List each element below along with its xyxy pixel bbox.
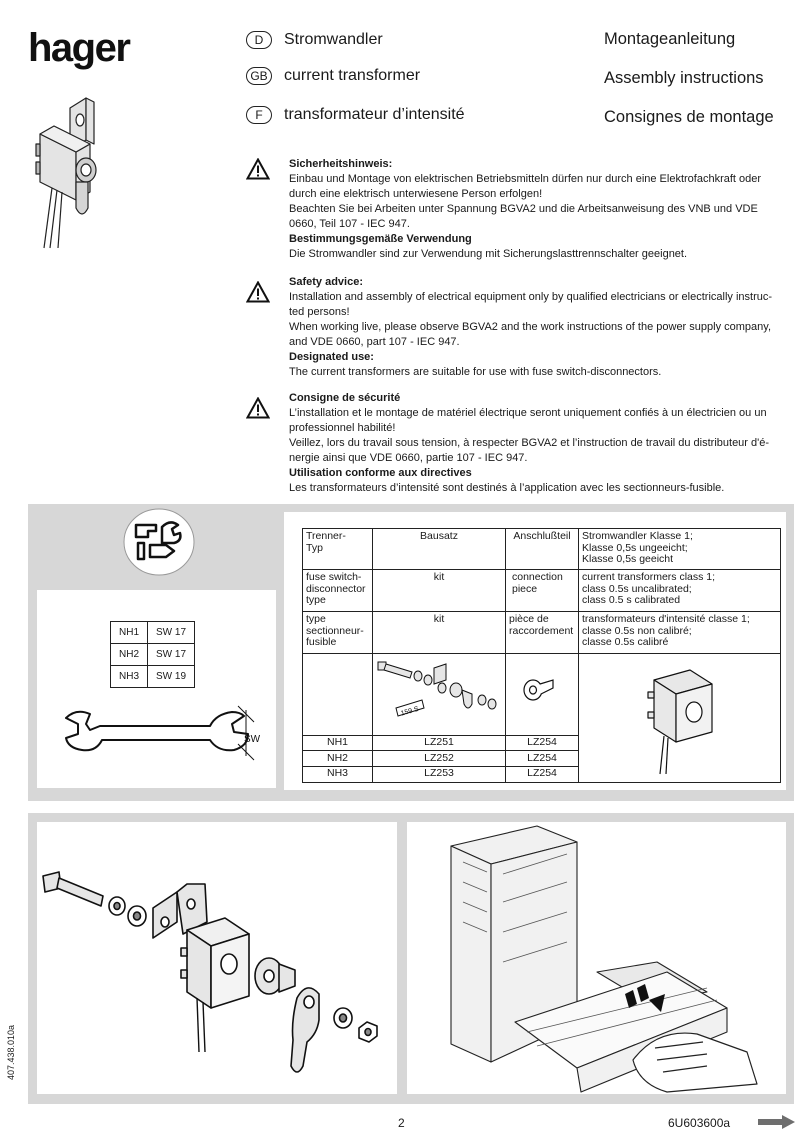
safety-line: L’installation et le montage de matériel électrique seront uniquement confiés à un électricien ou un xyxy=(289,407,767,419)
use-text-fr: Les transformateurs d’intensité sont destinés à l’application avec les sectionneurs-fusible. xyxy=(289,482,725,494)
header-col-type xyxy=(303,529,373,570)
cell-text: transformateurs d'intensité classe 1; xyxy=(582,613,750,625)
table-row-fr xyxy=(303,612,781,654)
safety-notice-fr xyxy=(289,391,779,496)
cell-text: classe 0.5s calibré xyxy=(582,636,669,648)
cell-text: disconnector xyxy=(306,582,366,595)
title-row-fr xyxy=(246,103,465,127)
wrench-size-cell: SW 17 xyxy=(148,622,195,644)
cell-text: fuse switch- xyxy=(306,571,362,583)
wrench-size-label: SW xyxy=(244,734,261,745)
header-text: Trenner- xyxy=(306,530,346,542)
header-text: Stromwandler Klasse 1; xyxy=(582,530,693,542)
tools-icon xyxy=(122,507,196,577)
safety-line: Einbau und Montage von elektrischen Betriebsmitteln dürfen nur durch eine Elektrofachkraft oder xyxy=(289,173,762,185)
current-transformer-illustration xyxy=(630,656,730,776)
cell-text: sectionneur- xyxy=(306,624,364,637)
header-text: Typ xyxy=(306,541,323,554)
transformer-product-illustration xyxy=(30,90,150,250)
kit-number-cell: LZ251 xyxy=(373,735,506,751)
page-number: 2 xyxy=(398,1116,405,1130)
title-gb: current transformer xyxy=(284,67,421,84)
cell-text: type xyxy=(306,594,326,606)
warning-triangle-icon xyxy=(246,158,270,180)
installation-illustration xyxy=(407,822,786,1094)
title-de: Stromwandler xyxy=(284,31,383,48)
type-cell-en xyxy=(303,570,373,612)
document-code: 6U603600a xyxy=(668,1116,731,1130)
type-cell: NH3 xyxy=(303,766,373,782)
safety-line: and VDE 0660, part 107 - IEC 947. xyxy=(289,336,460,348)
table-row xyxy=(111,666,195,688)
header-col-kit: Bausatz xyxy=(373,529,506,570)
table-row xyxy=(111,644,195,666)
safety-line: Veillez, lors du travail sous tension, à respecter BGVA2 et l’instruction de travail du distributeur d'é- xyxy=(289,437,770,449)
use-heading-gb: Designated use: xyxy=(289,351,374,363)
header-col-connection: Anschlußteil xyxy=(506,529,579,570)
cell-text: piece xyxy=(512,582,538,595)
use-heading-fr: Utilisation conforme aux directives xyxy=(289,467,472,479)
use-heading-de: Bestimmungsgemäße Verwendung xyxy=(289,233,472,245)
title-row-de xyxy=(246,28,383,52)
cell-text: connection xyxy=(512,571,563,583)
use-text-de: Die Stromwandler sind zur Verwendung mit Sicherungslasttrennschalter geeignet. xyxy=(289,248,688,260)
cell-text: pièce de xyxy=(509,613,549,625)
safety-notice-gb xyxy=(289,275,779,380)
cell-text: current transformers class 1; xyxy=(582,571,716,583)
header-text: Klasse 0,5s ungeeicht; xyxy=(582,541,688,554)
hager-logo: hager xyxy=(28,26,130,70)
exploded-assembly-illustration xyxy=(37,822,397,1094)
kit-cell-fr: kit xyxy=(373,612,506,654)
cell-text: raccordement xyxy=(509,624,574,637)
warning-triangle-icon xyxy=(246,281,270,303)
safety-heading-fr: Consigne de sécurité xyxy=(289,392,401,404)
connection-illustration-cell xyxy=(506,654,579,736)
warning-triangle-icon xyxy=(246,397,270,419)
safety-line: nergie ainsi que VDE 0660, partie 107 - IEC 947. xyxy=(289,452,528,464)
empty-cell xyxy=(303,654,373,736)
kit-number-cell: LZ253 xyxy=(373,766,506,782)
cell-text: class 0.5 s calibrated xyxy=(582,594,681,606)
safety-line: When working live, please observe BGVA2 and the work instructions of the power supply company, xyxy=(289,321,772,333)
assembly-title-gb: Assembly instructions xyxy=(604,69,764,87)
kit-illustration-cell xyxy=(373,654,506,736)
header-text: Klasse 0,5s geeicht xyxy=(582,553,674,565)
language-badge-gb: GB xyxy=(246,67,272,85)
open-wrench-illustration xyxy=(60,700,270,770)
connection-cell-en xyxy=(506,570,579,612)
wrench-size-table xyxy=(110,621,195,688)
safety-line: professionnel habilité! xyxy=(289,422,396,434)
safety-line: 0660, Teil 107 - IEC 947. xyxy=(289,218,410,230)
cell-text: class 0.5s uncalibrated; xyxy=(582,582,692,595)
kit-tag-label: 159 S xyxy=(400,705,420,718)
safety-line: ted persons! xyxy=(289,306,350,318)
header-col-transformer xyxy=(579,529,781,570)
title-fr: transformateur d’intensité xyxy=(284,106,465,123)
nh-type-cell: NH3 xyxy=(111,666,148,688)
connection-number-cell: LZ254 xyxy=(506,766,579,782)
table-row-en xyxy=(303,570,781,612)
table-row xyxy=(111,622,195,644)
connection-number-cell: LZ254 xyxy=(506,735,579,751)
use-text-gb: The current transformers are suitable for use with fuse switch-disconnectors. xyxy=(289,366,662,378)
table-row-illustrations xyxy=(303,654,781,736)
language-badge-de: D xyxy=(246,31,272,49)
safety-notice-de xyxy=(289,157,779,262)
cell-text: fusible xyxy=(306,636,337,648)
cell-text: type xyxy=(306,613,326,625)
next-page-arrow-icon xyxy=(758,1114,796,1130)
safety-heading-gb: Safety advice: xyxy=(289,276,363,288)
kit-cell-en: kit xyxy=(373,570,506,612)
language-badge-fr: F xyxy=(246,106,272,124)
assembly-title-de: Montageanleitung xyxy=(604,30,736,48)
assembly-title-fr: Consignes de montage xyxy=(604,108,774,126)
connection-piece-illustration xyxy=(509,656,575,726)
transformer-cell-fr xyxy=(579,612,781,654)
type-cell-fr xyxy=(303,612,373,654)
safety-line: Beachten Sie bei Arbeiten unter Spannung BGVA2 und die Arbeitsanweisung des VNB und VDE xyxy=(289,203,758,215)
parts-table xyxy=(302,528,781,783)
document-reference: 407.438.010a xyxy=(6,1024,16,1080)
cell-text: classe 0.5s non calibré; xyxy=(582,624,692,637)
table-header-row xyxy=(303,529,781,570)
nh-type-cell: NH2 xyxy=(111,644,148,666)
safety-line: durch eine elektrisch unterwiesene Person erfolgen! xyxy=(289,188,543,200)
connection-number-cell: LZ254 xyxy=(506,751,579,767)
type-cell: NH1 xyxy=(303,735,373,751)
kit-parts-illustration xyxy=(376,656,502,726)
connection-cell-fr xyxy=(506,612,579,654)
transformer-cell-en xyxy=(579,570,781,612)
wrench-size-cell: SW 17 xyxy=(148,644,195,666)
transformer-illustration-cell xyxy=(579,654,781,783)
safety-heading-de: Sicherheitshinweis: xyxy=(289,158,393,170)
safety-line: Installation and assembly of electrical equipment only by qualified electricians or electrically instruc- xyxy=(289,291,773,303)
type-cell: NH2 xyxy=(303,751,373,767)
wrench-size-cell: SW 19 xyxy=(148,666,195,688)
kit-number-cell: LZ252 xyxy=(373,751,506,767)
title-row-gb xyxy=(246,64,420,88)
nh-type-cell: NH1 xyxy=(111,622,148,644)
